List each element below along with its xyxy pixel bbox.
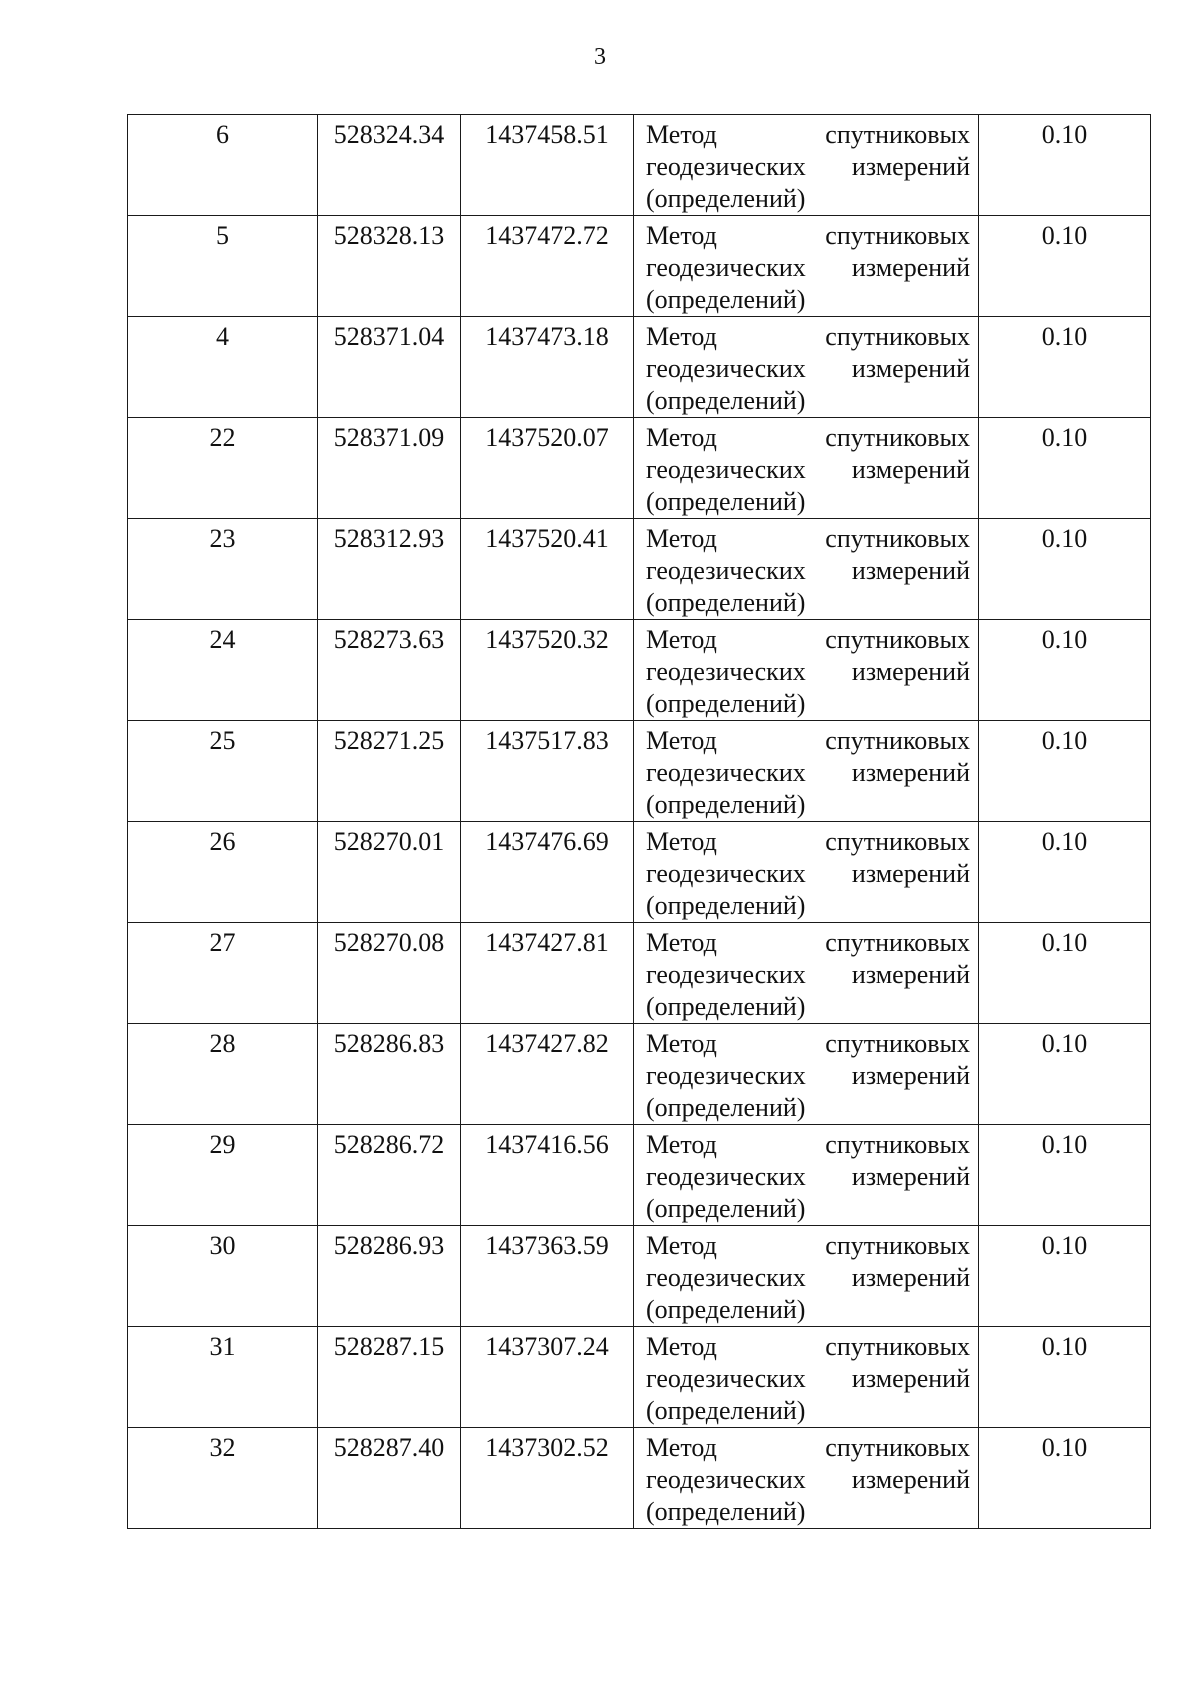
coordinates-table <box>127 114 1151 1529</box>
method-word: измерений <box>851 1162 970 1191</box>
accuracy-cell: 0.10 <box>979 1428 1151 1529</box>
point-number-cell: 23 <box>128 519 318 620</box>
y-coordinate-cell: 1437427.81 <box>461 923 634 1024</box>
method-line-3: (определений) <box>646 588 806 617</box>
y-coordinate-cell: 1437472.72 <box>461 216 634 317</box>
method-word: Метод <box>646 1332 717 1361</box>
method-cell <box>634 418 979 519</box>
y-coordinate-cell: 1437427.82 <box>461 1024 634 1125</box>
method-word: геодезических <box>646 455 806 484</box>
point-number-cell: 24 <box>128 620 318 721</box>
y-coordinate-cell: 1437302.52 <box>461 1428 634 1529</box>
method-line-2 <box>646 757 970 789</box>
x-coordinate-cell: 528286.72 <box>318 1125 461 1226</box>
method-cell <box>634 115 979 216</box>
method-cell <box>634 822 979 923</box>
x-coordinate-cell: 528312.93 <box>318 519 461 620</box>
method-word: Метод <box>646 120 717 149</box>
point-number-cell: 4 <box>128 317 318 418</box>
method-word: геодезических <box>646 1162 806 1191</box>
accuracy-cell: 0.10 <box>979 822 1151 923</box>
table-row <box>128 216 1151 317</box>
accuracy-cell: 0.10 <box>979 115 1151 216</box>
y-coordinate-cell: 1437520.07 <box>461 418 634 519</box>
x-coordinate-cell: 528371.09 <box>318 418 461 519</box>
method-word: измерений <box>851 657 970 686</box>
accuracy-cell: 0.10 <box>979 317 1151 418</box>
method-word: измерений <box>851 556 970 585</box>
method-word: спутниковых <box>825 827 970 856</box>
accuracy-cell: 0.10 <box>979 519 1151 620</box>
method-word: измерений <box>851 758 970 787</box>
method-word: измерений <box>851 152 970 181</box>
method-line-1 <box>646 624 970 656</box>
accuracy-cell: 0.10 <box>979 1327 1151 1428</box>
method-word: геодезических <box>646 1061 806 1090</box>
accuracy-cell: 0.10 <box>979 620 1151 721</box>
method-word: измерений <box>851 960 970 989</box>
method-line-1 <box>646 725 970 757</box>
method-line-3: (определений) <box>646 386 806 415</box>
point-number-cell: 27 <box>128 923 318 1024</box>
point-number-cell: 28 <box>128 1024 318 1125</box>
method-line-3: (определений) <box>646 689 806 718</box>
x-coordinate-cell: 528270.01 <box>318 822 461 923</box>
accuracy-cell: 0.10 <box>979 1024 1151 1125</box>
method-word: спутниковых <box>825 928 970 957</box>
method-word: геодезических <box>646 657 806 686</box>
method-line-1 <box>646 1432 970 1464</box>
method-line-2 <box>646 1464 970 1496</box>
method-word: измерений <box>851 1364 970 1393</box>
y-coordinate-cell: 1437307.24 <box>461 1327 634 1428</box>
y-coordinate-cell: 1437363.59 <box>461 1226 634 1327</box>
method-cell <box>634 620 979 721</box>
method-line-2 <box>646 858 970 890</box>
method-word: Метод <box>646 726 717 755</box>
table-row <box>128 721 1151 822</box>
point-number-cell: 22 <box>128 418 318 519</box>
method-word: геодезических <box>646 758 806 787</box>
method-line-3: (определений) <box>646 285 806 314</box>
x-coordinate-cell: 528286.83 <box>318 1024 461 1125</box>
accuracy-cell: 0.10 <box>979 418 1151 519</box>
y-coordinate-cell: 1437476.69 <box>461 822 634 923</box>
point-number-cell: 5 <box>128 216 318 317</box>
method-word: Метод <box>646 524 717 553</box>
method-word: геодезических <box>646 1364 806 1393</box>
point-number-cell: 6 <box>128 115 318 216</box>
method-line-3: (определений) <box>646 1295 806 1324</box>
method-word: спутниковых <box>825 524 970 553</box>
method-word: геодезических <box>646 1263 806 1292</box>
method-line-1 <box>646 1028 970 1060</box>
point-number-cell: 32 <box>128 1428 318 1529</box>
method-word: Метод <box>646 1029 717 1058</box>
x-coordinate-cell: 528324.34 <box>318 115 461 216</box>
method-line-2 <box>646 656 970 688</box>
method-word: Метод <box>646 423 717 452</box>
method-cell <box>634 923 979 1024</box>
method-line-1 <box>646 523 970 555</box>
method-line-1 <box>646 1129 970 1161</box>
y-coordinate-cell: 1437473.18 <box>461 317 634 418</box>
method-line-2 <box>646 959 970 991</box>
method-line-3: (определений) <box>646 1396 806 1425</box>
method-word: измерений <box>851 253 970 282</box>
method-word: геодезических <box>646 960 806 989</box>
method-line-2 <box>646 353 970 385</box>
point-number-cell: 30 <box>128 1226 318 1327</box>
y-coordinate-cell: 1437416.56 <box>461 1125 634 1226</box>
method-line-1 <box>646 220 970 252</box>
method-word: Метод <box>646 625 717 654</box>
accuracy-cell: 0.10 <box>979 721 1151 822</box>
method-line-3: (определений) <box>646 1194 806 1223</box>
table-row <box>128 1327 1151 1428</box>
method-line-2 <box>646 555 970 587</box>
table-row <box>128 923 1151 1024</box>
method-line-3: (определений) <box>646 1093 806 1122</box>
method-word: измерений <box>851 455 970 484</box>
table-body <box>128 115 1151 1529</box>
method-word: Метод <box>646 1433 717 1462</box>
table-row <box>128 317 1151 418</box>
method-cell <box>634 216 979 317</box>
method-cell <box>634 1226 979 1327</box>
point-number-cell: 31 <box>128 1327 318 1428</box>
table-row <box>128 418 1151 519</box>
y-coordinate-cell: 1437520.32 <box>461 620 634 721</box>
method-line-1 <box>646 1331 970 1363</box>
method-word: измерений <box>851 354 970 383</box>
method-cell <box>634 1428 979 1529</box>
method-word: спутниковых <box>825 1332 970 1361</box>
x-coordinate-cell: 528270.08 <box>318 923 461 1024</box>
method-line-1 <box>646 1230 970 1262</box>
method-word: спутниковых <box>825 1433 970 1462</box>
method-line-3: (определений) <box>646 487 806 516</box>
method-line-1 <box>646 826 970 858</box>
y-coordinate-cell: 1437458.51 <box>461 115 634 216</box>
method-word: спутниковых <box>825 423 970 452</box>
method-word: геодезических <box>646 152 806 181</box>
method-line-1 <box>646 321 970 353</box>
method-cell <box>634 317 979 418</box>
method-word: геодезических <box>646 253 806 282</box>
method-word: геодезических <box>646 859 806 888</box>
method-word: спутниковых <box>825 120 970 149</box>
point-number-cell: 26 <box>128 822 318 923</box>
y-coordinate-cell: 1437517.83 <box>461 721 634 822</box>
method-line-1 <box>646 927 970 959</box>
method-word: геодезических <box>646 556 806 585</box>
method-line-3: (определений) <box>646 184 806 213</box>
method-line-2 <box>646 1363 970 1395</box>
method-line-2 <box>646 1060 970 1092</box>
x-coordinate-cell: 528287.15 <box>318 1327 461 1428</box>
x-coordinate-cell: 528273.63 <box>318 620 461 721</box>
method-word: измерений <box>851 1465 970 1494</box>
method-word: Метод <box>646 221 717 250</box>
table-row <box>128 519 1151 620</box>
method-word: геодезических <box>646 1465 806 1494</box>
method-line-2 <box>646 252 970 284</box>
table-row <box>128 1125 1151 1226</box>
x-coordinate-cell: 528328.13 <box>318 216 461 317</box>
method-line-3: (определений) <box>646 891 806 920</box>
x-coordinate-cell: 528287.40 <box>318 1428 461 1529</box>
method-line-2 <box>646 1262 970 1294</box>
method-word: Метод <box>646 1130 717 1159</box>
table-row <box>128 822 1151 923</box>
y-coordinate-cell: 1437520.41 <box>461 519 634 620</box>
method-line-2 <box>646 151 970 183</box>
table-row <box>128 1428 1151 1529</box>
method-line-1 <box>646 119 970 151</box>
method-word: спутниковых <box>825 1029 970 1058</box>
method-cell <box>634 1024 979 1125</box>
method-line-1 <box>646 422 970 454</box>
method-word: Метод <box>646 1231 717 1260</box>
table-row <box>128 620 1151 721</box>
accuracy-cell: 0.10 <box>979 1226 1151 1327</box>
method-word: измерений <box>851 859 970 888</box>
method-cell <box>634 721 979 822</box>
point-number-cell: 29 <box>128 1125 318 1226</box>
table-row <box>128 115 1151 216</box>
table-row <box>128 1024 1151 1125</box>
method-line-3: (определений) <box>646 992 806 1021</box>
accuracy-cell: 0.10 <box>979 216 1151 317</box>
page-number: 3 <box>594 44 606 70</box>
table-row <box>128 1226 1151 1327</box>
method-word: Метод <box>646 928 717 957</box>
method-word: измерений <box>851 1061 970 1090</box>
method-word: спутниковых <box>825 1231 970 1260</box>
method-word: спутниковых <box>825 221 970 250</box>
method-word: спутниковых <box>825 625 970 654</box>
method-word: Метод <box>646 322 717 351</box>
method-line-2 <box>646 1161 970 1193</box>
method-word: спутниковых <box>825 1130 970 1159</box>
method-word: спутниковых <box>825 726 970 755</box>
method-word: спутниковых <box>825 322 970 351</box>
method-word: геодезических <box>646 354 806 383</box>
x-coordinate-cell: 528371.04 <box>318 317 461 418</box>
method-cell <box>634 1125 979 1226</box>
method-word: измерений <box>851 1263 970 1292</box>
method-line-3: (определений) <box>646 1497 806 1526</box>
method-word: Метод <box>646 827 717 856</box>
accuracy-cell: 0.10 <box>979 1125 1151 1226</box>
method-line-3: (определений) <box>646 790 806 819</box>
accuracy-cell: 0.10 <box>979 923 1151 1024</box>
method-cell <box>634 519 979 620</box>
x-coordinate-cell: 528286.93 <box>318 1226 461 1327</box>
method-line-2 <box>646 454 970 486</box>
method-cell <box>634 1327 979 1428</box>
point-number-cell: 25 <box>128 721 318 822</box>
x-coordinate-cell: 528271.25 <box>318 721 461 822</box>
